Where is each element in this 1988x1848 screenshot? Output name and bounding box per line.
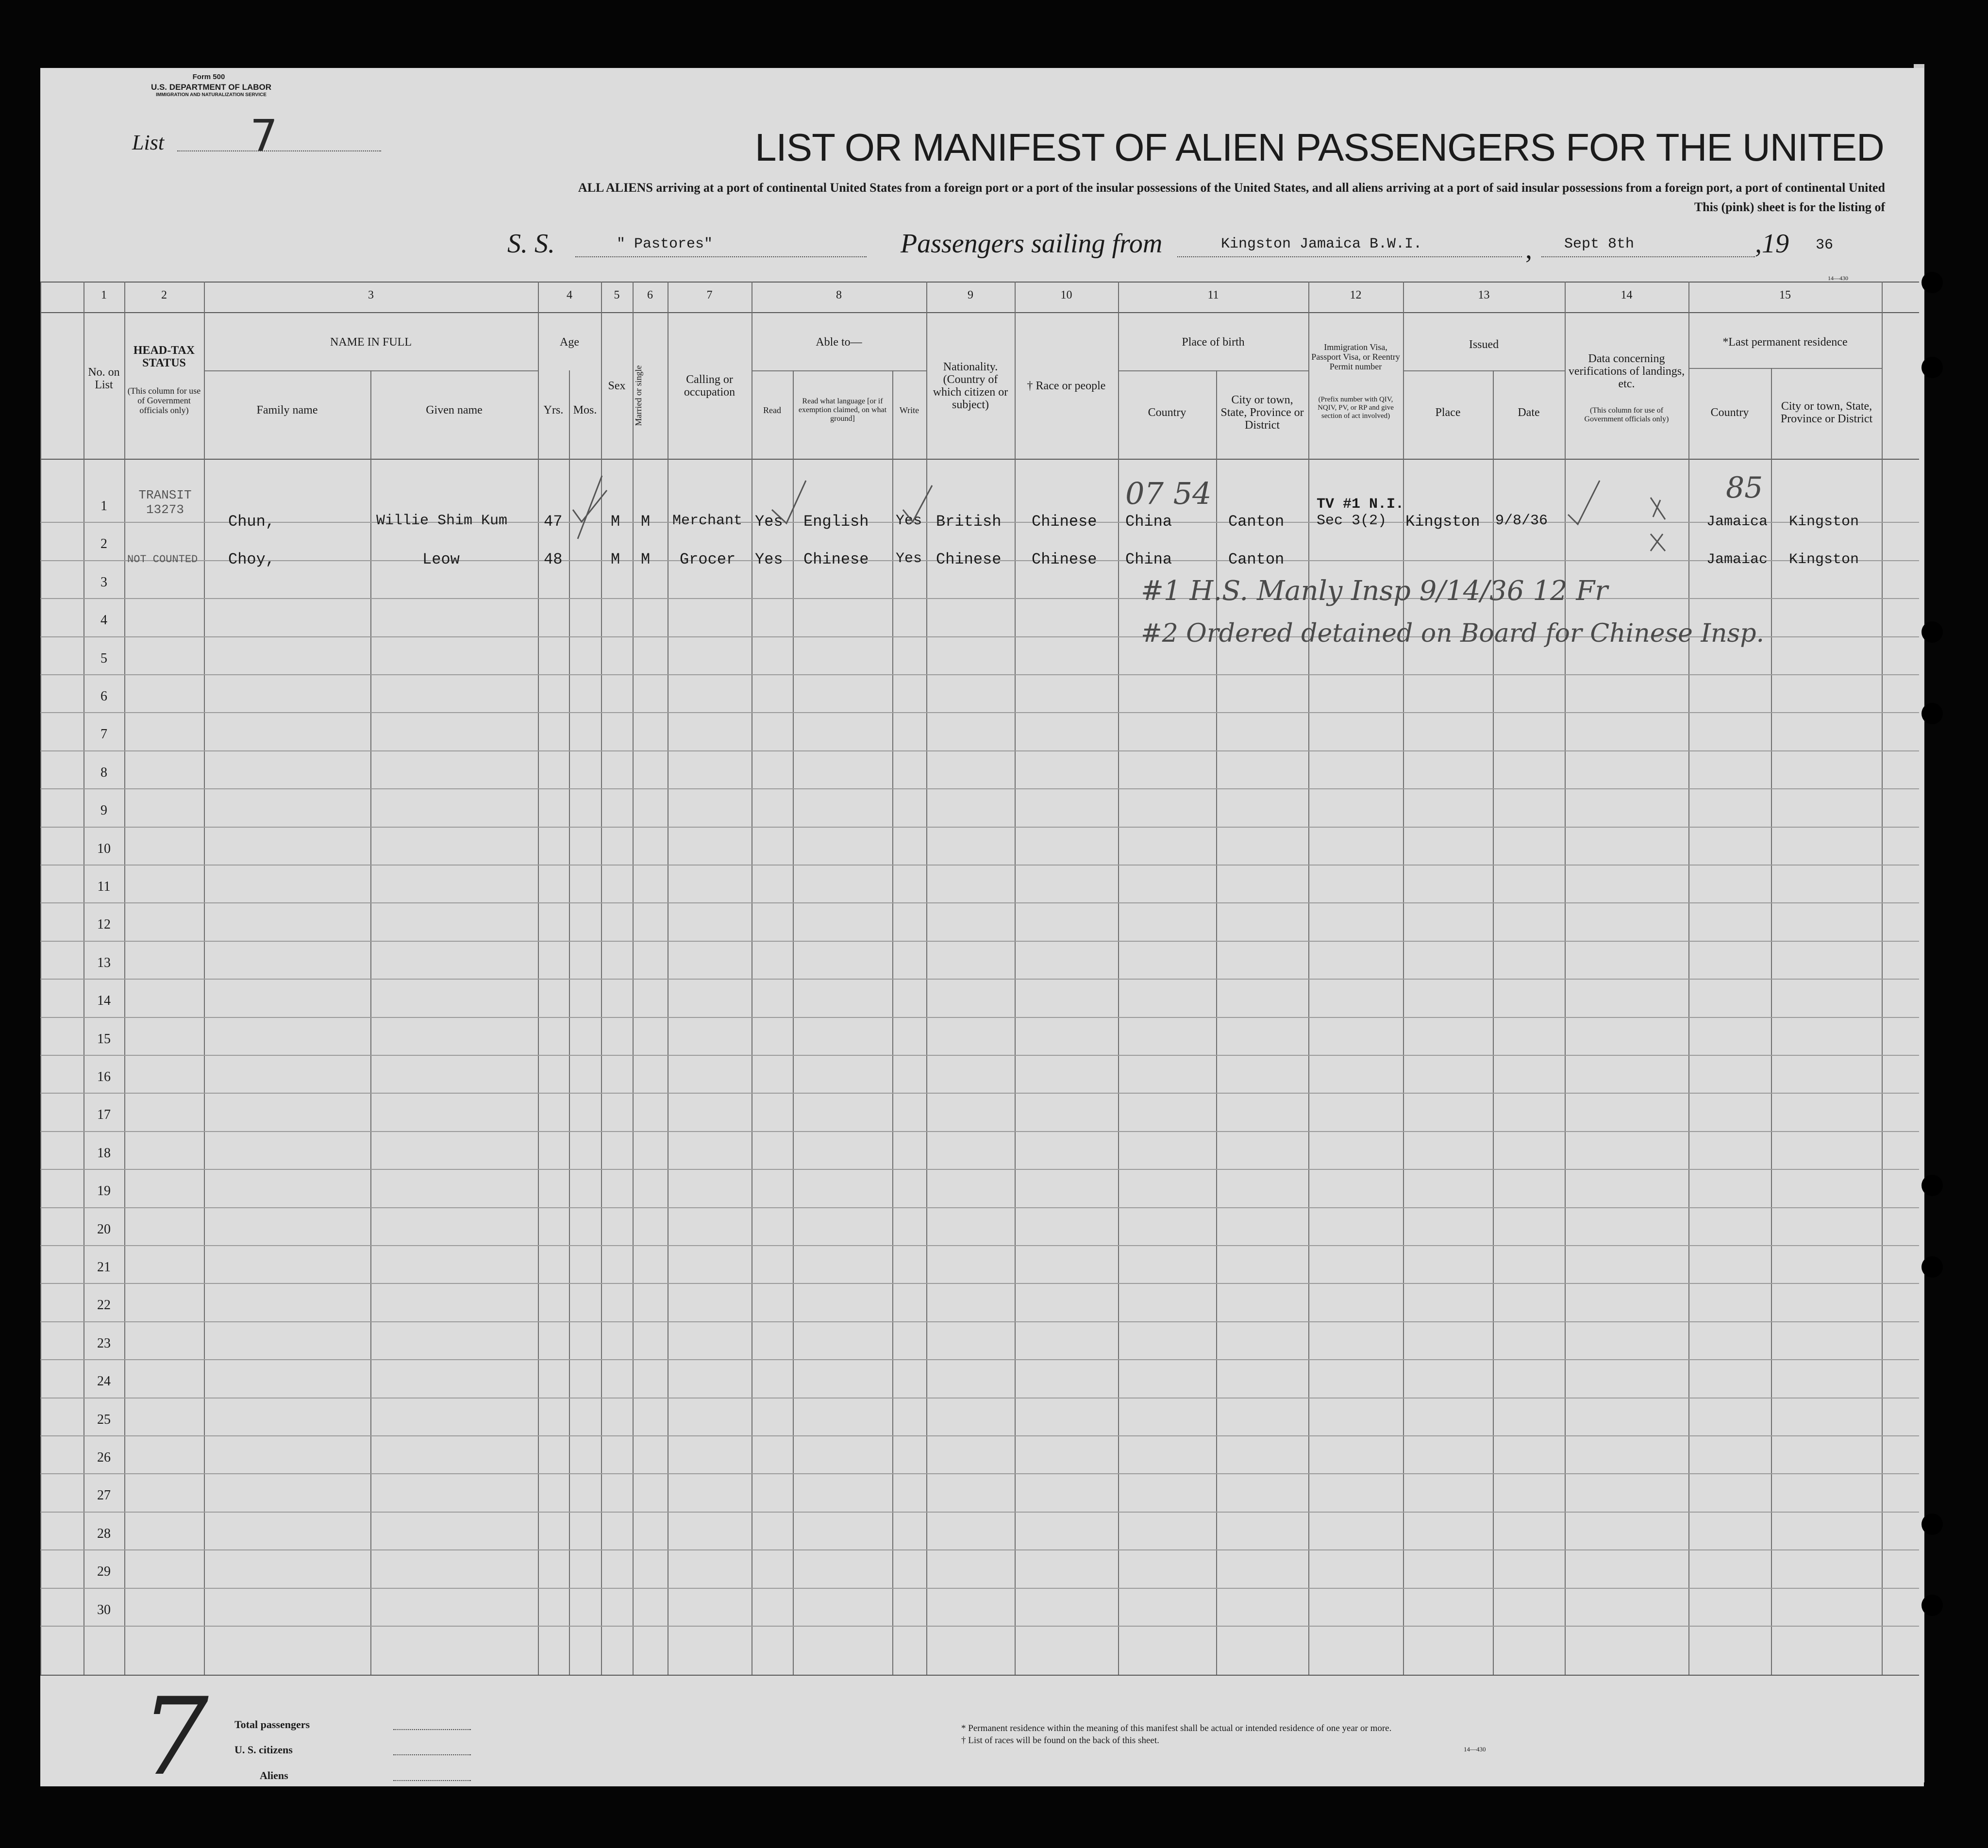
read: Yes <box>755 513 783 531</box>
age-years: 47 <box>544 513 563 531</box>
sex: M <box>611 550 620 568</box>
row-number: 5 <box>100 650 107 666</box>
row-number: 29 <box>97 1564 111 1580</box>
us-citizens-label: U. S. citizens <box>234 1744 293 1756</box>
table-top-line <box>40 282 1919 283</box>
date-line <box>1541 256 1755 257</box>
row-line <box>40 1207 1919 1208</box>
binder-hole <box>1921 703 1943 724</box>
binder-hole <box>1921 1256 1943 1278</box>
header-data-verif-note: (This column for use of Government officials only) <box>1584 406 1669 423</box>
col-number: 15 <box>1779 289 1791 301</box>
header-name-in-full: NAME IN FULL <box>330 336 412 349</box>
row-number: 30 <box>97 1602 111 1617</box>
married: M <box>641 550 651 568</box>
row-line <box>40 1435 1919 1436</box>
col-number: 13 <box>1478 289 1490 301</box>
header-read-language: Read what language [or if exemption claimed, on what ground] <box>798 397 887 423</box>
us-citizens-line <box>393 1754 471 1755</box>
col-line <box>124 282 125 1675</box>
col-line <box>40 282 41 1675</box>
col-number: 5 <box>614 289 620 301</box>
birth-country: China <box>1125 550 1172 568</box>
port: Kingston Jamaica B.W.I. <box>1221 236 1422 252</box>
binder-hole <box>1921 1514 1943 1535</box>
residence-mark: 85 <box>1726 471 1763 505</box>
row-number: 22 <box>97 1298 111 1313</box>
visa-line1: TV #1 N.I. <box>1317 496 1404 513</box>
list-value: 7 <box>250 111 278 162</box>
total-passengers-label: Total passengers <box>234 1718 310 1731</box>
list-line <box>177 150 381 151</box>
subhead-line <box>1688 368 1882 369</box>
birth-city: Canton <box>1228 513 1285 531</box>
row-line <box>40 902 1919 903</box>
col-number: 6 <box>647 289 653 301</box>
read: Yes <box>755 550 783 568</box>
birth-city: Canton <box>1228 550 1285 568</box>
sex: M <box>611 513 620 531</box>
row-line <box>40 1588 1919 1589</box>
row-number: 6 <box>100 689 107 704</box>
subtitle-line2: This (pink) sheet is for the listing of <box>1694 200 1885 214</box>
row-line <box>40 1283 1919 1284</box>
list-label: List <box>132 131 165 154</box>
header-res-country: Country <box>1710 406 1749 419</box>
header-place-of-birth: Place of birth <box>1182 336 1245 349</box>
code-top: 14—430 <box>1828 275 1848 282</box>
header-married: Married or single <box>634 365 643 426</box>
row-number: 4 <box>100 613 107 628</box>
row-number: 8 <box>100 765 107 780</box>
col-number: 12 <box>1350 289 1362 301</box>
ship-name: " Pastores" <box>617 236 713 252</box>
header-birth-city: City or town, State, Province or District <box>1220 394 1304 432</box>
header-yrs: Yrs. <box>543 404 564 416</box>
page-title: LIST OR MANIFEST OF ALIEN PASSENGERS FOR THE UNITED <box>755 126 1884 169</box>
row-line <box>40 674 1919 675</box>
row-line <box>40 788 1919 789</box>
nationality: British <box>936 513 1002 531</box>
binder-hole <box>1921 357 1943 378</box>
binder-hole <box>1921 1175 1943 1196</box>
row-number: 7 <box>100 727 107 742</box>
header-race: † Race or people <box>1027 380 1106 392</box>
binder-hole <box>1921 621 1943 643</box>
row-number: 13 <box>97 955 111 970</box>
total-passengers-line <box>393 1729 471 1730</box>
row-number: 27 <box>97 1488 111 1503</box>
code-bottom: 14—430 <box>1464 1746 1486 1753</box>
row-number: 12 <box>97 917 111 932</box>
col-number: 10 <box>1060 289 1072 301</box>
res-country: Jamaiac <box>1706 551 1768 568</box>
department: U.S. DEPARTMENT OF LABOR <box>150 83 272 92</box>
col-number: 3 <box>368 289 374 301</box>
header-visa: Immigration Visa, Passport Visa, or Reentry Permit number <box>1311 342 1400 371</box>
form-number: Form 500 <box>192 73 225 81</box>
header-age: Age <box>560 336 579 349</box>
write: Yes <box>896 513 922 529</box>
res-city: Kingston <box>1789 551 1859 568</box>
row-line <box>40 1131 1919 1132</box>
row-line <box>40 1626 1919 1627</box>
write: Yes <box>896 550 922 567</box>
row-number: 23 <box>97 1335 111 1351</box>
col-number: 14 <box>1620 289 1633 301</box>
col-number: 11 <box>1207 289 1219 301</box>
header-issued-date: Date <box>1518 406 1540 419</box>
col-number: 8 <box>836 289 842 301</box>
row-number: 26 <box>97 1450 111 1465</box>
binder-hole <box>1921 1595 1943 1616</box>
res-city: Kingston <box>1789 514 1859 530</box>
row-number: 21 <box>97 1260 111 1275</box>
col-line <box>370 370 371 1675</box>
subhead-line <box>1118 370 1308 371</box>
issued-place: Kingston <box>1405 513 1480 531</box>
row-line <box>40 1093 1919 1094</box>
header-write: Write <box>899 405 919 415</box>
row-number: 14 <box>97 993 111 1009</box>
subhead-line <box>1403 370 1565 371</box>
footnote-races: † List of races will be found on the back of this sheet. <box>961 1735 1159 1746</box>
service: IMMIGRATION AND NATURALIZATION SERVICE <box>156 92 267 98</box>
head-tax-status: NOT COUNTED <box>127 553 198 566</box>
header-data-verif: Data concerning verifications of landings, etc. <box>1568 352 1685 390</box>
row-number: 24 <box>97 1374 111 1389</box>
subhead-line <box>752 370 926 371</box>
row-line <box>40 1321 1919 1322</box>
read-language: English <box>803 513 869 531</box>
sailing-label: Passengers sailing from <box>901 229 1163 259</box>
header-mos: Mos. <box>573 404 597 416</box>
nationality: Chinese <box>936 550 1002 568</box>
footnote-residence: * Permanent residence within the meaning of this manifest shall be actual or intended residence of one year or more. <box>961 1723 1392 1733</box>
ship-line <box>575 256 867 257</box>
footer-big-mark: 7 <box>141 1675 209 1799</box>
header-issued-place: Place <box>1435 406 1461 419</box>
row-number: 16 <box>97 1069 111 1084</box>
family-name: Choy, <box>228 550 275 568</box>
visa-line2: Sec 3(2) <box>1317 513 1387 529</box>
annotation-note-1: #1 H.S. Manly Insp 9/14/36 12 Fr <box>1141 575 1608 607</box>
row-line <box>40 598 1919 599</box>
header-issued: Issued <box>1469 338 1499 351</box>
table-bottom-line <box>40 1675 1919 1676</box>
aliens-line <box>393 1780 471 1781</box>
row-number: 28 <box>97 1526 111 1541</box>
res-country: Jamaica <box>1706 514 1768 530</box>
col-line <box>204 282 205 1675</box>
col-number: 2 <box>161 289 167 301</box>
header-given-name: Given name <box>426 404 483 416</box>
header-head-tax-note: (This column for use of Government officials only) <box>127 386 201 415</box>
birth-mark: 07 54 <box>1125 476 1212 511</box>
header-last-residence: *Last permanent residence <box>1722 336 1848 349</box>
row-number: 25 <box>97 1412 111 1427</box>
row-number: 1 <box>100 499 107 514</box>
col-number: 7 <box>706 289 713 301</box>
row-line <box>40 1245 1919 1246</box>
calling: Merchant <box>672 513 743 529</box>
header-no-on-list: No. on List <box>88 366 120 391</box>
comma: , <box>1525 234 1532 265</box>
col-line <box>1882 282 1883 1675</box>
header-sex: Sex <box>608 380 626 392</box>
issued-date: 9/8/36 <box>1495 513 1548 529</box>
family-name: Chun, <box>228 513 275 531</box>
row-number: 17 <box>97 1107 111 1123</box>
manifest-sheet <box>40 68 1924 1786</box>
race: Chinese <box>1032 513 1097 531</box>
given-name: Willie Shim Kum <box>376 513 508 529</box>
married: M <box>641 513 651 531</box>
race: Chinese <box>1032 550 1097 568</box>
col-number: 4 <box>567 289 572 301</box>
port-line <box>1177 256 1522 257</box>
row-line <box>40 1512 1919 1513</box>
row-line <box>40 1359 1919 1360</box>
col-number: 9 <box>968 289 973 301</box>
row-number: 2 <box>100 536 107 552</box>
header-nationality: Nationality. (Country of which citizen or subject) <box>933 361 1008 411</box>
header-bottom-line <box>40 459 1919 460</box>
row-number: 19 <box>97 1183 111 1199</box>
row-line <box>40 865 1919 866</box>
colnum-line <box>40 312 1919 313</box>
year-prefix: ,19 <box>1755 229 1789 259</box>
aliens-label: Aliens <box>260 1769 288 1781</box>
head-tax-status: TRANSIT 13273 <box>138 488 192 517</box>
header-visa-note: (Prefix number with QIV, NQIV, PV, or RP and give section of act involved) <box>1318 395 1394 420</box>
annotation-note-2: #2 Ordered detained on Board for Chinese Insp. <box>1141 619 1765 648</box>
row-line <box>40 1549 1919 1550</box>
read-language: Chinese <box>803 550 869 568</box>
header-res-city: City or town, State, Province or District <box>1780 400 1873 425</box>
subtitle-line1: ALL ALIENS arriving at a port of continental United States from a foreign port or a port of the insular possessions of the United States, and all aliens arriving at a port of said insular possessions from a foreign port, a port of continental United <box>578 181 1885 195</box>
age-years: 48 <box>544 550 563 568</box>
given-name: Leow <box>422 550 460 568</box>
row-number: 3 <box>100 574 107 590</box>
sailing-date: Sept 8th <box>1564 236 1635 252</box>
header-calling: Calling or occupation <box>684 373 735 399</box>
row-number: 11 <box>97 879 111 894</box>
ss-label: S. S. <box>507 229 555 259</box>
header-birth-country: Country <box>1148 406 1186 419</box>
header-head-tax: HEAD-TAX STATUS <box>133 344 195 369</box>
row-number: 20 <box>97 1221 111 1237</box>
row-line <box>40 712 1919 713</box>
col-number: 1 <box>101 289 107 301</box>
row-number: 10 <box>97 841 111 856</box>
row-line <box>40 750 1919 751</box>
row-number: 15 <box>97 1031 111 1047</box>
row-line <box>40 979 1919 980</box>
row-number: 9 <box>100 803 107 818</box>
row-line <box>40 1473 1919 1474</box>
row-line <box>40 1169 1919 1170</box>
row-line <box>40 1017 1919 1018</box>
binder-hole <box>1921 272 1943 293</box>
header-read: Read <box>763 405 781 415</box>
header-able-to: Able to— <box>816 336 862 349</box>
header-family-name: Family name <box>256 404 318 416</box>
row-line <box>40 941 1919 942</box>
year-suffix: 36 <box>1816 237 1834 253</box>
calling: Grocer <box>680 550 736 568</box>
birth-country: China <box>1125 513 1172 531</box>
row-line <box>40 827 1919 828</box>
row-number: 18 <box>97 1145 111 1161</box>
row-line <box>40 1055 1919 1056</box>
